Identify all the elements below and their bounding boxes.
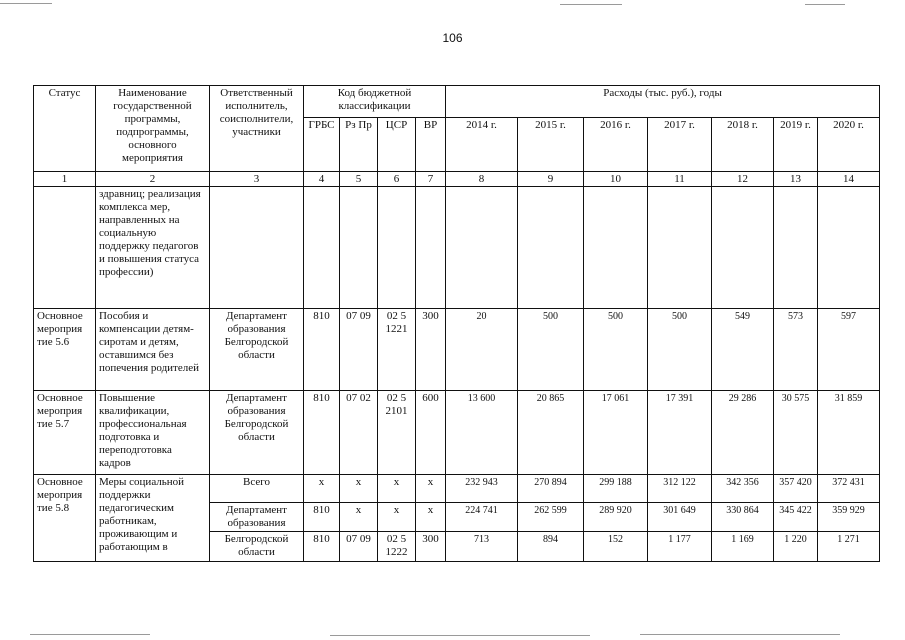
- header-year: 2018 г.: [712, 118, 774, 172]
- column-number: 7: [416, 172, 446, 187]
- row-status: Основное мероприя тие 5.6: [34, 309, 96, 391]
- row-value: 20: [446, 309, 518, 391]
- row-value: 301 649: [648, 503, 712, 532]
- row-value: 573: [774, 309, 818, 391]
- scan-line-top-right: [805, 4, 845, 5]
- row-name: Пособия и компенсации детям-сиротам и детям, оставшимся без попечения родителей: [96, 309, 210, 391]
- budget-table: [33, 85, 880, 562]
- column-number: 11: [648, 172, 712, 187]
- row-vr: 300: [416, 309, 446, 391]
- row-value: [774, 187, 818, 309]
- row-value: 500: [584, 309, 648, 391]
- row-status: [34, 187, 96, 309]
- row-value: 1 220: [774, 532, 818, 562]
- header-expenses: Расходы (тыс. руб.), годы: [446, 86, 880, 118]
- column-number: 14: [818, 172, 880, 187]
- header-status: Статус: [34, 86, 96, 172]
- row-csr: 02 5 1221: [378, 309, 416, 391]
- row-csr: 02 5 2101: [378, 391, 416, 475]
- row-value: 500: [648, 309, 712, 391]
- row-value: 1 177: [648, 532, 712, 562]
- row-value: 330 864: [712, 503, 774, 532]
- table-row: [34, 391, 880, 475]
- header-year: 2020 г.: [818, 118, 880, 172]
- header-rzpr: Рз Пр: [340, 118, 378, 172]
- row-rzpr: x: [340, 475, 378, 503]
- header-csr: ЦСР: [378, 118, 416, 172]
- table-row: [34, 187, 880, 309]
- row-value: 13 600: [446, 391, 518, 475]
- header-vr: ВР: [416, 118, 446, 172]
- row-csr: x: [378, 475, 416, 503]
- row-value: [648, 187, 712, 309]
- row-vr: x: [416, 503, 446, 532]
- row-value: 372 431: [818, 475, 880, 503]
- scan-line-top-mid: [560, 4, 622, 5]
- row-vr: [416, 187, 446, 309]
- header-year: 2016 г.: [584, 118, 648, 172]
- column-number: 4: [304, 172, 340, 187]
- table-row: [34, 475, 880, 503]
- row-value: 31 859: [818, 391, 880, 475]
- row-value: 289 920: [584, 503, 648, 532]
- scan-line-top-left: [0, 3, 52, 4]
- row-value: 357 420: [774, 475, 818, 503]
- row-name: здравниц; реализация комплекса мер, направленных на социальную поддержку педагогов и повышения статуса профессии): [96, 187, 210, 309]
- table-row: [34, 309, 880, 391]
- column-number: 5: [340, 172, 378, 187]
- row-executor: Белгородской области: [210, 532, 304, 562]
- header-row-1: [34, 86, 880, 118]
- row-csr: [378, 187, 416, 309]
- row-status: Основное мероприя тие 5.8: [34, 475, 96, 562]
- row-value: 894: [518, 532, 584, 562]
- row-status: Основное мероприя тие 5.7: [34, 391, 96, 475]
- row-grbs: 810: [304, 391, 340, 475]
- row-value: 312 122: [648, 475, 712, 503]
- page-number: 106: [442, 31, 463, 45]
- row-executor: Департамент образования Белгородской области: [210, 309, 304, 391]
- header-name: Наименование государственной программы, подпрограммы, основного мероприятия: [96, 86, 210, 172]
- row-grbs: [304, 187, 340, 309]
- row-value: [712, 187, 774, 309]
- row-value: 20 865: [518, 391, 584, 475]
- row-rzpr: 07 02: [340, 391, 378, 475]
- row-csr: 02 5 1222: [378, 532, 416, 562]
- scan-line-bottom-right: [640, 634, 840, 635]
- column-number: 10: [584, 172, 648, 187]
- row-value: 549: [712, 309, 774, 391]
- row-value: 29 286: [712, 391, 774, 475]
- row-rzpr: 07 09: [340, 532, 378, 562]
- column-number: 13: [774, 172, 818, 187]
- row-value: 17 391: [648, 391, 712, 475]
- column-number: 1: [34, 172, 96, 187]
- header-budget-code: Код бюджетной классификации: [304, 86, 446, 118]
- header-year: 2019 г.: [774, 118, 818, 172]
- scan-line-bottom-left: [30, 634, 150, 635]
- header-grbs: ГРБС: [304, 118, 340, 172]
- row-vr: x: [416, 475, 446, 503]
- row-name: Повышение квалификации, профессиональная подготовка и переподготовка кадров: [96, 391, 210, 475]
- row-value: 30 575: [774, 391, 818, 475]
- row-value: 299 188: [584, 475, 648, 503]
- row-executor: Департамент образования Белгородской области: [210, 391, 304, 475]
- scan-line-bottom-mid: [330, 635, 590, 636]
- header-year: 2014 г.: [446, 118, 518, 172]
- column-number: 8: [446, 172, 518, 187]
- row-value: 152: [584, 532, 648, 562]
- row-csr: x: [378, 503, 416, 532]
- row-value: [818, 187, 880, 309]
- row-grbs: 810: [304, 503, 340, 532]
- row-value: 232 943: [446, 475, 518, 503]
- row-value: 1 169: [712, 532, 774, 562]
- row-executor: Всего: [210, 475, 304, 503]
- row-value: 270 894: [518, 475, 584, 503]
- column-number-row: [34, 172, 880, 187]
- row-name: Меры социальной поддержки педагогическим работникам, проживающим и работающим в: [96, 475, 210, 562]
- row-value: 597: [818, 309, 880, 391]
- column-number: 12: [712, 172, 774, 187]
- row-value: 1 271: [818, 532, 880, 562]
- row-value: 342 356: [712, 475, 774, 503]
- row-executor: [210, 187, 304, 309]
- row-vr: 600: [416, 391, 446, 475]
- row-value: 500: [518, 309, 584, 391]
- row-value: 359 929: [818, 503, 880, 532]
- row-value: [518, 187, 584, 309]
- row-value: 224 741: [446, 503, 518, 532]
- header-year: 2017 г.: [648, 118, 712, 172]
- row-rzpr: x: [340, 503, 378, 532]
- row-value: 713: [446, 532, 518, 562]
- row-value: [446, 187, 518, 309]
- row-value: 262 599: [518, 503, 584, 532]
- row-executor: Департамент образования: [210, 503, 304, 532]
- column-number: 3: [210, 172, 304, 187]
- header-year: 2015 г.: [518, 118, 584, 172]
- row-rzpr: 07 09: [340, 309, 378, 391]
- row-grbs: x: [304, 475, 340, 503]
- column-number: 6: [378, 172, 416, 187]
- row-value: 17 061: [584, 391, 648, 475]
- row-value: 345 422: [774, 503, 818, 532]
- row-rzpr: [340, 187, 378, 309]
- column-number: 2: [96, 172, 210, 187]
- row-grbs: 810: [304, 309, 340, 391]
- row-grbs: 810: [304, 532, 340, 562]
- row-vr: 300: [416, 532, 446, 562]
- header-executor: Ответственный исполнитель, соисполнители, участники: [210, 86, 304, 172]
- column-number: 9: [518, 172, 584, 187]
- row-value: [584, 187, 648, 309]
